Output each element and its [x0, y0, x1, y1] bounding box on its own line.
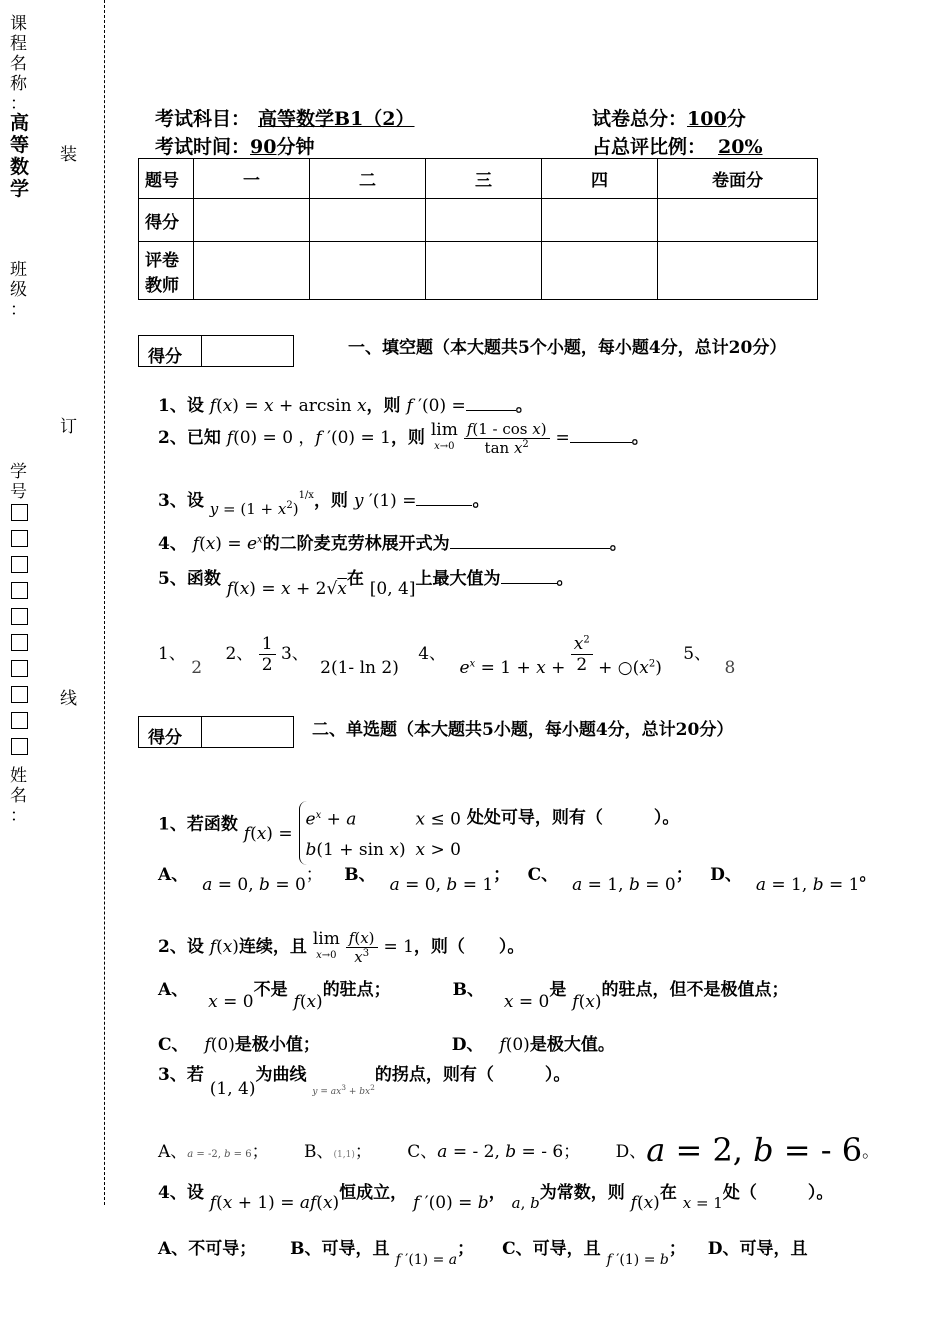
grader-cell[interactable]	[542, 242, 658, 300]
class-label: 班 级 ：	[10, 260, 27, 320]
exam-ratio: 占总评比例： 20%	[592, 136, 763, 158]
option-a[interactable]: A、不可导；	[158, 1239, 257, 1259]
course-label: 课 程 名 称 ：	[10, 14, 27, 114]
section2-question-3: 3、若 (1, 4)为曲线 $_{y = ax^3 + bx^2}$的拐点，则有（ ）。	[158, 1065, 571, 1099]
option-c[interactable]: C、 f(0)是极小值；	[158, 1035, 320, 1055]
id-digit-box[interactable]	[11, 504, 28, 521]
score-cell[interactable]	[542, 199, 658, 242]
score-table	[138, 158, 818, 300]
grader-cell[interactable]	[426, 242, 542, 300]
section2-question-3-options	[158, 1127, 880, 1169]
exam-total-score: 试卷总分：100分	[592, 108, 746, 130]
option-c[interactable]: C、 a = 1, b = 0；	[527, 865, 693, 895]
score-cell[interactable]	[658, 199, 818, 242]
score-table-header: 题号	[139, 159, 194, 199]
student-id-label: 学 号	[10, 462, 27, 502]
option-a[interactable]: A、a = -2, b = 6；	[158, 1142, 269, 1162]
section1-question-3: 3、设 $y = (1 + x^2)^{1/x}$，则 y ′(1) = 。	[158, 490, 490, 518]
option-b[interactable]: B、(1,1)；	[304, 1142, 372, 1162]
section2-question-4-options	[158, 1234, 808, 1268]
grader-cell[interactable]	[194, 242, 310, 300]
section1-score-box[interactable]: 得分	[138, 335, 294, 367]
binding-char-ding: 订	[60, 417, 77, 437]
score-cell[interactable]	[310, 199, 426, 242]
id-digit-box[interactable]	[11, 582, 28, 599]
section2-question-4: 4、设 f(x + 1) = af(x)恒成立， f ′(0) = b， a, b为常数，则 f(x)在 x = 1处（ ）。	[158, 1183, 834, 1213]
score-table-header: 四	[542, 159, 658, 199]
score-table-header: 一	[194, 159, 310, 199]
id-digit-box[interactable]	[11, 530, 28, 547]
option-d[interactable]: D、a = 2, b = - 6。	[615, 1131, 880, 1169]
option-a[interactable]: A、 x = 0不是 f(x)的驻点；	[158, 980, 391, 1012]
id-digit-box[interactable]	[11, 738, 28, 755]
course-value: 高 等 数 学	[10, 112, 30, 200]
section1-question-2: 2、已知 f(0) = 0 ，f ′(0) = 1，则 lim x→0 $\frac{\text{f(1 - cos x)}}{\tan x^2}$ = 。	[158, 420, 649, 457]
section2-question-1: 1、若函数 $f(x) = e^x + a$ x ≤ 0 b(1 + sin x) x > 0 处处可导，则有（ ）。	[158, 793, 679, 857]
option-c[interactable]: C、a = - 2, b = - 6；	[407, 1142, 581, 1162]
score-table-header: 三	[426, 159, 542, 199]
option-b[interactable]: B、可导，且$_{f '(1) = a}$；	[290, 1239, 475, 1268]
section1-question-4: 4、 $f(x) = e^x$的二阶麦克劳林展开式为 。	[158, 534, 627, 554]
section1-title: 一、填空题（本大题共5个小题，每小题4分，总计20分）	[348, 338, 787, 358]
id-digit-box[interactable]	[11, 686, 28, 703]
score-row-label: 得分	[139, 199, 194, 242]
section1-question-1: 1、设 f(x) = x + arcsin x，则 f ′(0) = 。	[158, 396, 533, 416]
option-d[interactable]: D、 a = 1, b = 1。	[710, 865, 877, 895]
id-digit-box[interactable]	[11, 634, 28, 651]
binding-char-xian: 线	[60, 689, 77, 709]
score-cell[interactable]	[426, 199, 542, 242]
option-d[interactable]: D、 f(0)是极大值。	[451, 1035, 615, 1055]
section2-question-2: 2、设 f(x)连续，且 lim x→0 $\frac{f(x)}{x^3}$ = 1，则（ ）。	[158, 929, 525, 966]
id-digit-box[interactable]	[11, 712, 28, 729]
id-digit-box[interactable]	[11, 556, 28, 573]
binding-dashed-line	[104, 0, 105, 1205]
section2-score-box[interactable]: 得分	[138, 716, 294, 748]
option-d[interactable]: D、可导，且	[707, 1239, 808, 1259]
exam-subject: 考试科目： 高等数学B1（2）	[155, 108, 415, 130]
section2-question-1-options	[158, 860, 877, 895]
name-label: 姓 名 ：	[10, 766, 27, 826]
option-c[interactable]: C、可导，且$_{f '(1) = b}$；	[502, 1239, 686, 1268]
section2-title: 二、单选题（本大题共5小题，每小题4分，总计20分）	[312, 720, 734, 740]
option-a[interactable]: A、 a = 0, b = 0；	[158, 865, 323, 895]
id-digit-box[interactable]	[11, 660, 28, 677]
binding-char-zhuang: 装	[60, 145, 77, 165]
section1-question-5: 5、函数 f(x) = x + 2√x在 [0, 4]上最大值为 。	[158, 569, 574, 599]
score-table-header: 二	[310, 159, 426, 199]
option-b[interactable]: B、 a = 0, b = 1；	[344, 865, 511, 895]
section2-question-2-options-cd	[158, 1030, 615, 1055]
grader-cell[interactable]	[310, 242, 426, 300]
section1-answers: 1、 2 2、 $\frac{1}{2}$ 3、 2(1- ln 2) 4、 $e^x = 1 + x$ + $\frac{x^2}{2}$ + $○(x^2)$ 5、 8	[158, 634, 736, 678]
option-b[interactable]: B、 x = 0是 f(x)的驻点，但不是极值点；	[452, 980, 789, 1012]
score-cell[interactable]	[194, 199, 310, 242]
grader-cell[interactable]	[658, 242, 818, 300]
grader-row-label: 评卷 教师	[139, 242, 194, 300]
exam-time: 考试时间：90分钟	[155, 136, 315, 158]
id-digit-box[interactable]	[11, 608, 28, 625]
score-table-header: 卷面分	[658, 159, 818, 199]
section2-question-2-options-ab	[158, 975, 789, 1012]
